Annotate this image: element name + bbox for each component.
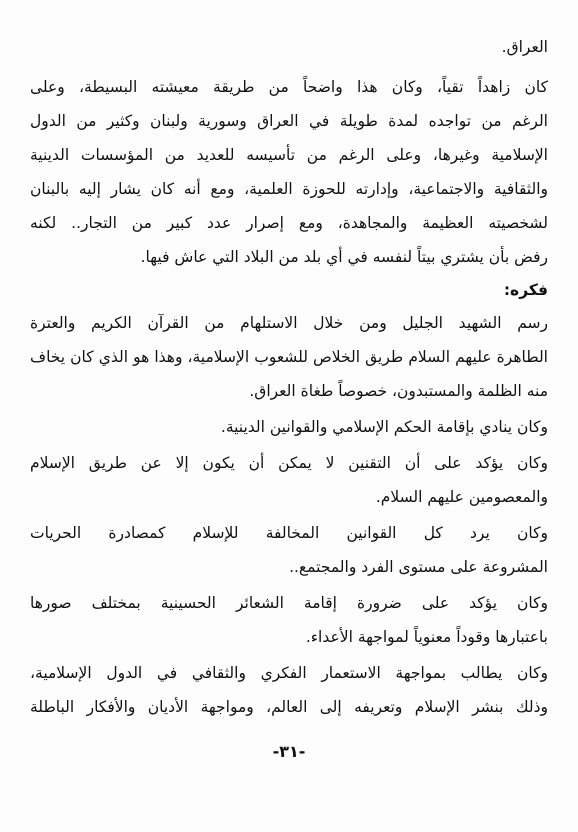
text-line-content: منه الظلمة والمستبدون، خصوصاً طغاة العراق. — [249, 382, 548, 400]
text-line — [30, 138, 548, 173]
text-line — [30, 586, 548, 621]
text-line-content: والمعصومين عليهم السلام. — [375, 488, 548, 506]
text-line — [30, 446, 548, 481]
text-line — [30, 240, 548, 275]
text-line-content: وكان يؤكد على ضرورة إقامة الشعائر الحسينية بمختلف صورها — [30, 594, 548, 612]
text-line — [30, 656, 548, 691]
text-line-content: رفض بأن يشتري بيتاً لنفسه في أي بلد من البلاد التي عاش فيها. — [140, 248, 548, 266]
text-line-content: رسم الشهيد الجليل ومن خلال الاستلهام من القرآن الكريم والعترة — [30, 314, 548, 332]
page-number: -٣١- — [272, 742, 306, 761]
text-line — [30, 690, 548, 725]
text-line-content: الرغم من تواجده لمدة طويلة في العراق وسورية ولبنان وكثير من الدول — [30, 112, 548, 130]
text-line-content: الإسلامية وغيرها، وعلى الرغم من تأسيسه للعديد من المؤسسات الدينية — [30, 146, 548, 164]
text-line-content: والثقافية والاجتماعية، وإدارته للحوزة العلمية، ومع أنه كان يشار إليه بالبنان — [30, 180, 548, 198]
text-line — [30, 30, 548, 65]
text-line-content: فكره: — [503, 281, 548, 299]
text-line — [30, 172, 548, 207]
text-line — [30, 516, 548, 551]
text-line — [30, 306, 548, 341]
text-line — [30, 480, 548, 515]
text-line-content: كان زاهداً تقياً، وكان هذا واضحاً من طريقة معيشته البسيطة، وعلى — [30, 78, 548, 96]
text-line-content: وكان يطالب بمواجهة الاستعمار الفكري والثقافي في الدول الإسلامية، — [30, 664, 548, 682]
text-line — [30, 620, 548, 655]
text-line-content: الطاهرة عليهم السلام طريق الخلاص للشعوب الإسلامية، وهذا هو الذي كان يخاف — [30, 348, 548, 366]
text-line — [30, 374, 548, 409]
text-line-content: وكان يؤكد على أن التقنين لا يمكن أن يكون إلا عن طريق الإسلام — [30, 454, 548, 472]
text-line — [30, 273, 548, 308]
text-line — [30, 410, 548, 445]
text-line — [30, 70, 548, 105]
text-line-content: المشروعة على مستوى الفرد والمجتمع.. — [289, 558, 548, 576]
text-line-content: لشخصيته العظيمة والمجاهدة، ومع إصرار عدد كبير من التجار.. لكنه — [30, 214, 548, 232]
text-line-content: وذلك بنشر الإسلام وتعريفه إلى العالم، ومواجهة الأديان والأفكار الباطلة — [30, 698, 548, 716]
text-line-content: باعتبارها وقوداً معنوياً لمواجهة الأعداء. — [305, 628, 548, 646]
text-line — [30, 340, 548, 375]
text-line — [30, 550, 548, 585]
text-line-content: وكان ينادي بإقامة الحكم الإسلامي والقوانين الدينية. — [220, 418, 548, 436]
text-line — [30, 206, 548, 241]
text-line — [30, 104, 548, 139]
text-line-content: وكان يرد كل القوانين المخالفة للإسلام كمصادرة الحريات — [30, 524, 548, 542]
text-line-content: العراق. — [501, 38, 548, 56]
